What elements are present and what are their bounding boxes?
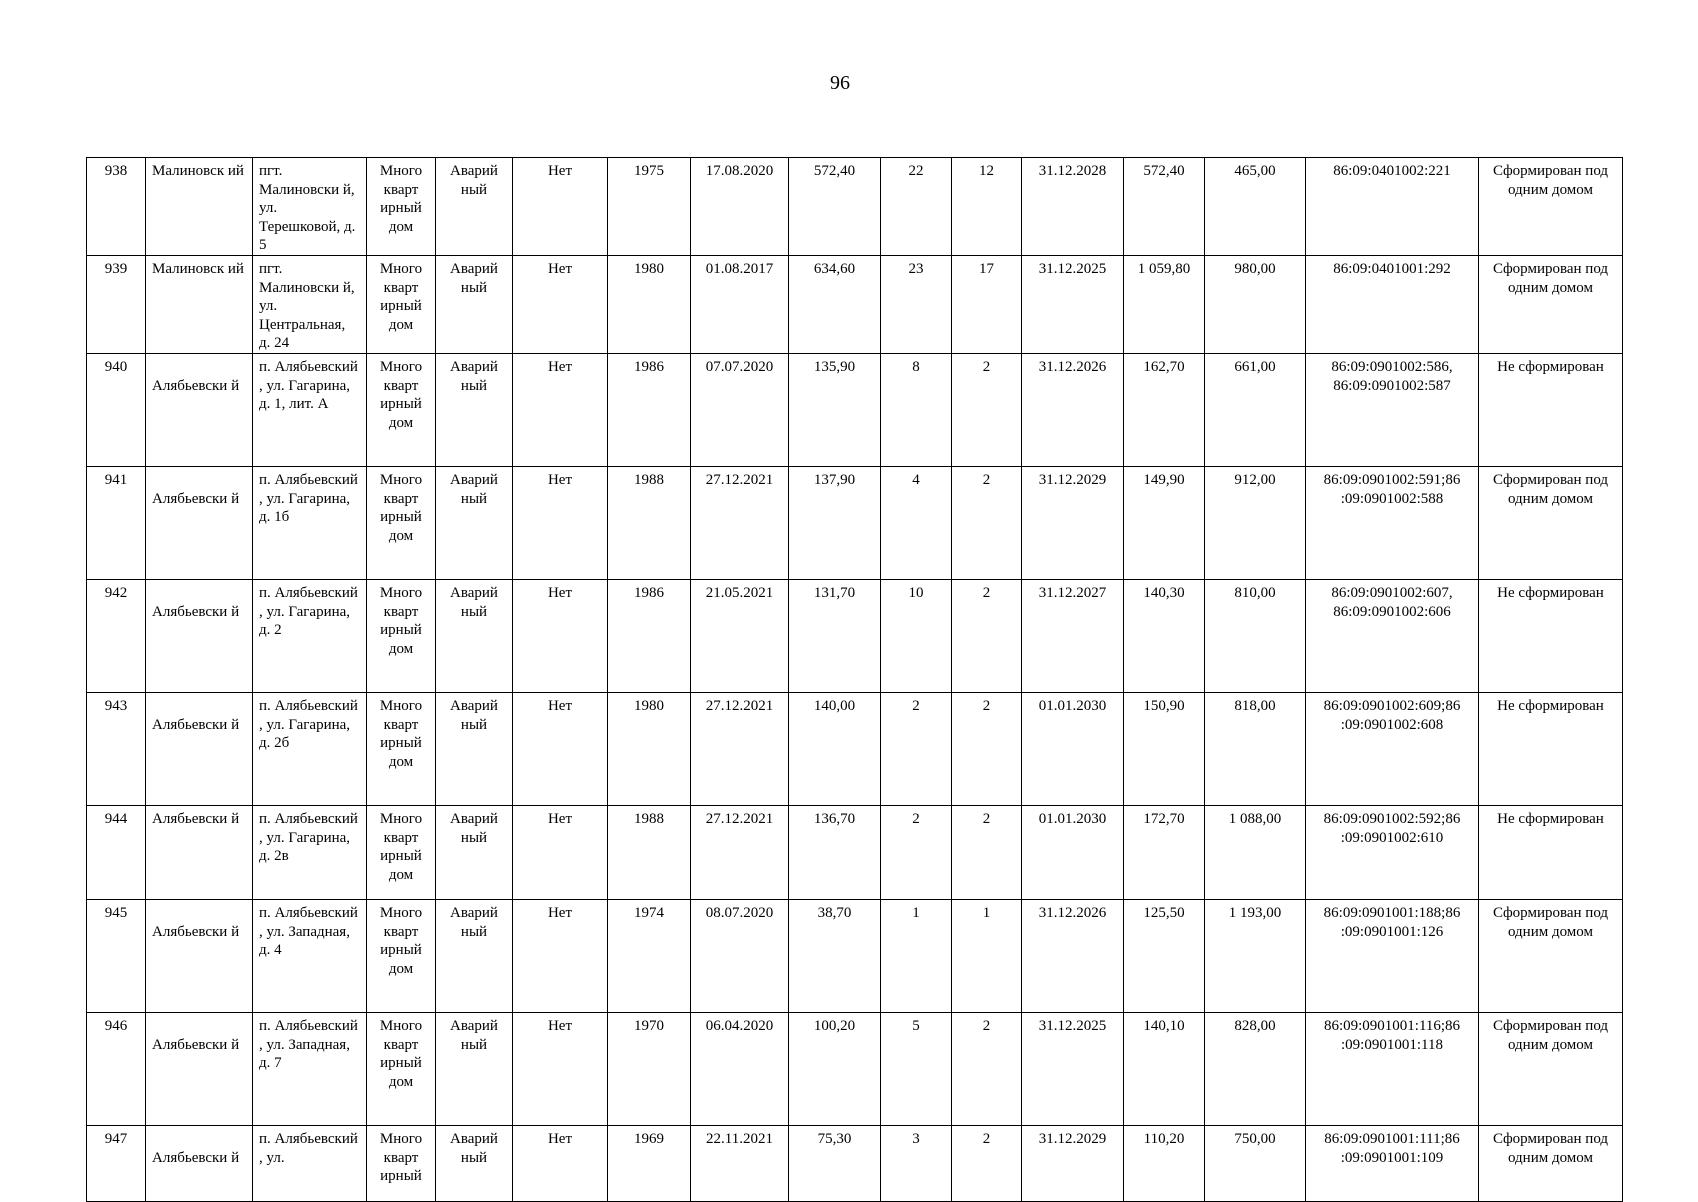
cell-total-area: 140,30 (1124, 579, 1205, 692)
cell-residents: 10 (881, 579, 952, 692)
cell-recognition-date: 06.04.2020 (691, 1012, 789, 1125)
cell-land-status: Не сформирован (1479, 353, 1623, 466)
table-row (87, 255, 1623, 353)
cell-rooms: 2 (952, 579, 1022, 692)
cell-recognition-date: 07.07.2020 (691, 353, 789, 466)
cell-recognition-date: 27.12.2021 (691, 692, 789, 805)
cell-house-type: Много кварт ирный дом (367, 899, 436, 1012)
cell-land-area: 1 193,00 (1205, 899, 1306, 1012)
cell-address: п. Алябьевский , ул. Гагарина, д. 1, лит. А (253, 353, 367, 466)
table-row (87, 692, 1623, 805)
cell-cadastral-number: 86:09:0901001:188;86 :09:0901001:126 (1306, 899, 1479, 1012)
cell-number: 945 (87, 899, 146, 1012)
cell-cadastral-number: 86:09:0901002:586, 86:09:0901002:587 (1306, 353, 1479, 466)
cell-total-area: 150,90 (1124, 692, 1205, 805)
cell-recognition-date: 22.11.2021 (691, 1125, 789, 1201)
cell-land-area: 1 088,00 (1205, 805, 1306, 899)
cell-municipality: Алябьевски й (146, 899, 253, 1012)
cell-cadastral-number: 86:09:0901001:116;86 :09:0901001:118 (1306, 1012, 1479, 1125)
cell-cultural-heritage: Нет (513, 899, 608, 1012)
cell-total-area: 149,90 (1124, 466, 1205, 579)
table-row (87, 1012, 1623, 1125)
cell-residential-area: 38,70 (789, 899, 881, 1012)
cell-residential-area: 140,00 (789, 692, 881, 805)
cell-residents: 3 (881, 1125, 952, 1201)
cell-land-area: 750,00 (1205, 1125, 1306, 1201)
cell-municipality: Малиновск ий (146, 158, 253, 256)
cell-status: Аварий ный (436, 692, 513, 805)
cell-total-area: 125,50 (1124, 899, 1205, 1012)
cell-municipality: Алябьевски й (146, 579, 253, 692)
cell-number: 943 (87, 692, 146, 805)
cell-number: 942 (87, 579, 146, 692)
cell-rooms: 12 (952, 158, 1022, 256)
cell-number: 938 (87, 158, 146, 256)
cell-total-area: 572,40 (1124, 158, 1205, 256)
cell-address: п. Алябьевский , ул. Гагарина, д. 1б (253, 466, 367, 579)
cell-resettlement-date: 31.12.2026 (1022, 899, 1124, 1012)
cell-land-status: Сформирован под одним домом (1479, 1125, 1623, 1201)
cell-number: 944 (87, 805, 146, 899)
cell-land-status: Сформирован под одним домом (1479, 1012, 1623, 1125)
cell-house-type: Много кварт ирный дом (367, 255, 436, 353)
cell-house-type: Много кварт ирный дом (367, 805, 436, 899)
table-row (87, 805, 1623, 899)
cell-land-area: 912,00 (1205, 466, 1306, 579)
cell-land-status: Сформирован под одним домом (1479, 255, 1623, 353)
cell-municipality: Алябьевски й (146, 1012, 253, 1125)
cell-year-built: 1980 (608, 692, 691, 805)
cell-residents: 2 (881, 692, 952, 805)
cell-residents: 5 (881, 1012, 952, 1125)
cell-total-area: 162,70 (1124, 353, 1205, 466)
cell-resettlement-date: 31.12.2029 (1022, 1125, 1124, 1201)
cell-rooms: 2 (952, 805, 1022, 899)
cell-residents: 8 (881, 353, 952, 466)
cell-residential-area: 75,30 (789, 1125, 881, 1201)
cell-recognition-date: 27.12.2021 (691, 466, 789, 579)
cell-resettlement-date: 31.12.2025 (1022, 255, 1124, 353)
cell-rooms: 2 (952, 353, 1022, 466)
cell-cadastral-number: 86:09:0401001:292 (1306, 255, 1479, 353)
cell-cultural-heritage: Нет (513, 1125, 608, 1201)
cell-municipality: Алябьевски й (146, 1125, 253, 1201)
cell-rooms: 2 (952, 692, 1022, 805)
cell-cultural-heritage: Нет (513, 1012, 608, 1125)
cell-rooms: 2 (952, 1125, 1022, 1201)
cell-recognition-date: 17.08.2020 (691, 158, 789, 256)
cell-number: 939 (87, 255, 146, 353)
cell-cadastral-number: 86:09:0901002:609;86 :09:0901002:608 (1306, 692, 1479, 805)
cell-residents: 23 (881, 255, 952, 353)
cell-address: пгт. Малиновски й, ул. Терешковой, д. 5 (253, 158, 367, 256)
table-row (87, 579, 1623, 692)
cell-residential-area: 100,20 (789, 1012, 881, 1125)
table-row (87, 1125, 1623, 1201)
cell-land-status: Не сформирован (1479, 579, 1623, 692)
table-row (87, 899, 1623, 1012)
cell-resettlement-date: 31.12.2027 (1022, 579, 1124, 692)
cell-total-area: 1 059,80 (1124, 255, 1205, 353)
cell-house-type: Много кварт ирный дом (367, 1012, 436, 1125)
cell-year-built: 1986 (608, 579, 691, 692)
page-number: 96 (830, 72, 850, 94)
cell-status: Аварий ный (436, 579, 513, 692)
cell-residents: 4 (881, 466, 952, 579)
cell-resettlement-date: 31.12.2029 (1022, 466, 1124, 579)
housing-register-table (86, 157, 1623, 1202)
cell-resettlement-date: 31.12.2026 (1022, 353, 1124, 466)
cell-recognition-date: 21.05.2021 (691, 579, 789, 692)
cell-number: 941 (87, 466, 146, 579)
cell-year-built: 1969 (608, 1125, 691, 1201)
cell-resettlement-date: 31.12.2028 (1022, 158, 1124, 256)
cell-recognition-date: 08.07.2020 (691, 899, 789, 1012)
cell-cultural-heritage: Нет (513, 579, 608, 692)
cell-status: Аварий ный (436, 466, 513, 579)
cell-rooms: 2 (952, 466, 1022, 579)
cell-land-area: 828,00 (1205, 1012, 1306, 1125)
cell-status: Аварий ный (436, 158, 513, 256)
cell-house-type: Много кварт ирный дом (367, 692, 436, 805)
cell-house-type: Много кварт ирный дом (367, 353, 436, 466)
table-row (87, 466, 1623, 579)
cell-address: п. Алябьевский , ул. Гагарина, д. 2в (253, 805, 367, 899)
cell-recognition-date: 27.12.2021 (691, 805, 789, 899)
cell-cultural-heritage: Нет (513, 805, 608, 899)
cell-address: п. Алябьевский , ул. Западная, д. 4 (253, 899, 367, 1012)
cell-status: Аварий ный (436, 353, 513, 466)
cell-status: Аварий ный (436, 1012, 513, 1125)
cell-cadastral-number: 86:09:0901001:111;86 :09:0901001:109 (1306, 1125, 1479, 1201)
cell-land-status: Не сформирован (1479, 805, 1623, 899)
cell-cultural-heritage: Нет (513, 158, 608, 256)
cell-land-area: 818,00 (1205, 692, 1306, 805)
cell-year-built: 1988 (608, 466, 691, 579)
cell-status: Аварий ный (436, 1125, 513, 1201)
cell-cadastral-number: 86:09:0901002:607, 86:09:0901002:606 (1306, 579, 1479, 692)
cell-status: Аварий ный (436, 899, 513, 1012)
cell-year-built: 1988 (608, 805, 691, 899)
cell-number: 946 (87, 1012, 146, 1125)
cell-number: 940 (87, 353, 146, 466)
cell-land-status: Сформирован под одним домом (1479, 158, 1623, 256)
cell-house-type: Много кварт ирный (367, 1125, 436, 1201)
cell-land-area: 661,00 (1205, 353, 1306, 466)
cell-resettlement-date: 31.12.2025 (1022, 1012, 1124, 1125)
cell-cultural-heritage: Нет (513, 353, 608, 466)
cell-land-area: 980,00 (1205, 255, 1306, 353)
cell-total-area: 172,70 (1124, 805, 1205, 899)
cell-residential-area: 131,70 (789, 579, 881, 692)
table-row (87, 158, 1623, 256)
cell-land-status: Сформирован под одним домом (1479, 899, 1623, 1012)
cell-rooms: 1 (952, 899, 1022, 1012)
cell-cadastral-number: 86:09:0401002:221 (1306, 158, 1479, 256)
cell-year-built: 1980 (608, 255, 691, 353)
cell-address: пгт. Малиновски й, ул. Центральная, д. 24 (253, 255, 367, 353)
cell-municipality: Алябьевски й (146, 353, 253, 466)
cell-rooms: 17 (952, 255, 1022, 353)
cell-house-type: Много кварт ирный дом (367, 579, 436, 692)
table-row (87, 353, 1623, 466)
cell-residential-area: 137,90 (789, 466, 881, 579)
cell-residents: 2 (881, 805, 952, 899)
cell-land-status: Не сформирован (1479, 692, 1623, 805)
cell-cadastral-number: 86:09:0901002:591;86 :09:0901002:588 (1306, 466, 1479, 579)
cell-resettlement-date: 01.01.2030 (1022, 805, 1124, 899)
cell-residential-area: 136,70 (789, 805, 881, 899)
cell-house-type: Много кварт ирный дом (367, 158, 436, 256)
cell-rooms: 2 (952, 1012, 1022, 1125)
cell-total-area: 140,10 (1124, 1012, 1205, 1125)
cell-year-built: 1974 (608, 899, 691, 1012)
cell-year-built: 1986 (608, 353, 691, 466)
cell-status: Аварий ный (436, 805, 513, 899)
cell-residential-area: 135,90 (789, 353, 881, 466)
cell-address: п. Алябьевский , ул. Гагарина, д. 2б (253, 692, 367, 805)
cell-house-type: Много кварт ирный дом (367, 466, 436, 579)
cell-cultural-heritage: Нет (513, 466, 608, 579)
cell-total-area: 110,20 (1124, 1125, 1205, 1201)
cell-number: 947 (87, 1125, 146, 1201)
cell-municipality: Алябьевски й (146, 692, 253, 805)
cell-recognition-date: 01.08.2017 (691, 255, 789, 353)
cell-residential-area: 634,60 (789, 255, 881, 353)
cell-land-status: Сформирован под одним домом (1479, 466, 1623, 579)
cell-land-area: 465,00 (1205, 158, 1306, 256)
cell-residents: 1 (881, 899, 952, 1012)
cell-municipality: Алябьевски й (146, 805, 253, 899)
cell-cultural-heritage: Нет (513, 255, 608, 353)
table-body (87, 158, 1623, 1202)
cell-cultural-heritage: Нет (513, 692, 608, 805)
cell-cadastral-number: 86:09:0901002:592;86 :09:0901002:610 (1306, 805, 1479, 899)
cell-land-area: 810,00 (1205, 579, 1306, 692)
cell-municipality: Малиновск ий (146, 255, 253, 353)
cell-resettlement-date: 01.01.2030 (1022, 692, 1124, 805)
cell-status: Аварий ный (436, 255, 513, 353)
cell-residential-area: 572,40 (789, 158, 881, 256)
cell-year-built: 1975 (608, 158, 691, 256)
cell-address: п. Алябьевский , ул. Западная, д. 7 (253, 1012, 367, 1125)
cell-year-built: 1970 (608, 1012, 691, 1125)
cell-address: п. Алябьевский , ул. (253, 1125, 367, 1201)
cell-municipality: Алябьевски й (146, 466, 253, 579)
cell-residents: 22 (881, 158, 952, 256)
cell-address: п. Алябьевский , ул. Гагарина, д. 2 (253, 579, 367, 692)
